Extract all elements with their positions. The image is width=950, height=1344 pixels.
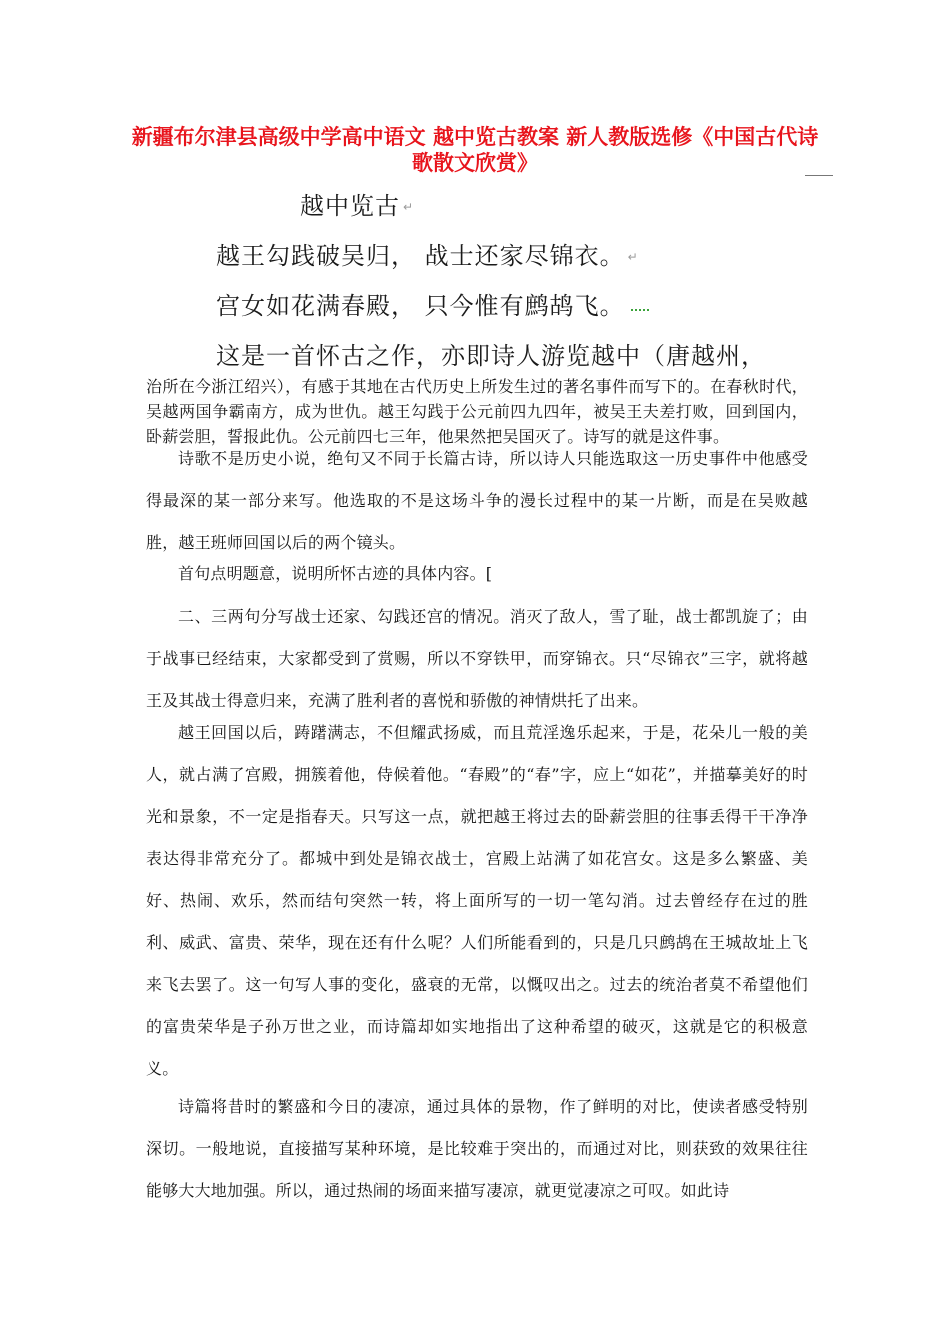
poem-line-1-text: 越王勾践破吴归， 战士还家尽锦衣。	[216, 242, 625, 270]
poem-intro-text: 这是一首怀古之作，亦即诗人游览越中（唐越州，	[216, 342, 766, 370]
header-rule	[805, 175, 833, 176]
paragraph-analysis: 越王回国以后，踌躇满志，不但耀武扬威，而且荒淫逸乐起来，于是，花朵儿一般的美人，就占满了宫殿，拥簇着他，侍候着他。“春殿”的“春”字，应上“如花”，并描摹美好的时光和景象，不一定是指春天。只写这一点，就把越王将过去的卧薪尝胆的往事丢得干干净净表达得非常充分了。都城中到处是锦衣战士，宫殿上站满了如花宫女。这是多么繁盛、美好、热闹、欢乐，然而结句突然一转，将上面所写的一切一笔勾消。过去曾经存在过的胜利、威武、富贵、荣华，现在还有什么呢？人们所能看到的，只是几只鹧鸪在王城故址上飞来飞去罢了。这一句写人事的变化，盛衰的无常，以慨叹出之。过去的统治者莫不希望他们的富贵荣华是子孙万世之业，而诗篇却如实地指出了这种希望的破灭，这就是它的积极意义。	[146, 723, 808, 1078]
paragraph-first-line: 首句点明题意，说明所怀古迹的具体内容。[	[178, 564, 493, 583]
paragraph-lines-two-three: 二、三两句分写战士还家、勾践还宫的情况。消灭了敌人，雪了耻，战士都凯旋了；由于战事已经结束，大家都受到了赏赐，所以不穿铁甲，而穿锦衣。只“尽锦衣”三字，就将越王及其战士得意归来，充满了胜利者的喜悦和骄傲的神情烘托了出来。	[146, 607, 808, 710]
spellcheck-squiggle-icon	[631, 303, 649, 311]
paragraph-history: 诗歌不是历史小说，绝句又不同于长篇古诗，所以诗人只能选取这一历史事件中他感受得最深的某一部分来写。他选取的不是这场斗争的漫长过程中的某一片断，而是在吴败越胜，越王班师回国以后的两个镜头。	[146, 449, 808, 552]
paragraph-intro: 治所在今浙江绍兴），有感于其地在古代历史上所发生过的著名事件而写下的。在春秋时代，吴越两国争霸南方，成为世仇。越王勾践于公元前四九四年，被吴王夫差打败，回到国内，卧薪尝胆，誓报此仇。公元前四七三年，他果然把吴国灭了。诗写的就是这件事。	[146, 377, 808, 446]
poem-title-text: 越中览古	[300, 192, 400, 220]
poem-title	[300, 186, 414, 221]
poem-line-1	[216, 236, 639, 271]
poem-line-2	[216, 286, 649, 321]
return-mark-icon: ↵	[627, 250, 639, 264]
poem-intro-line	[216, 336, 766, 371]
paragraph-contrast: 诗篇将昔时的繁盛和今日的凄凉，通过具体的景物，作了鲜明的对比，使读者感受特别深切。一般地说，直接描写某种环境，是比较难于突出的，而通过对比，则获致的效果往往能够大大地加强。所以，通过热闹的场面来描写凄凉，就更觉凄凉之可叹。如此诗	[146, 1097, 808, 1200]
document-title: 新疆布尔津县高级中学高中语文 越中览古教案 新人教版选修《中国古代诗歌散文欣赏》	[131, 125, 819, 175]
return-mark-icon: ↵	[403, 200, 415, 214]
poem-line-2-text: 宫女如花满春殿， 只今惟有鹧鸪飞。	[216, 292, 625, 320]
